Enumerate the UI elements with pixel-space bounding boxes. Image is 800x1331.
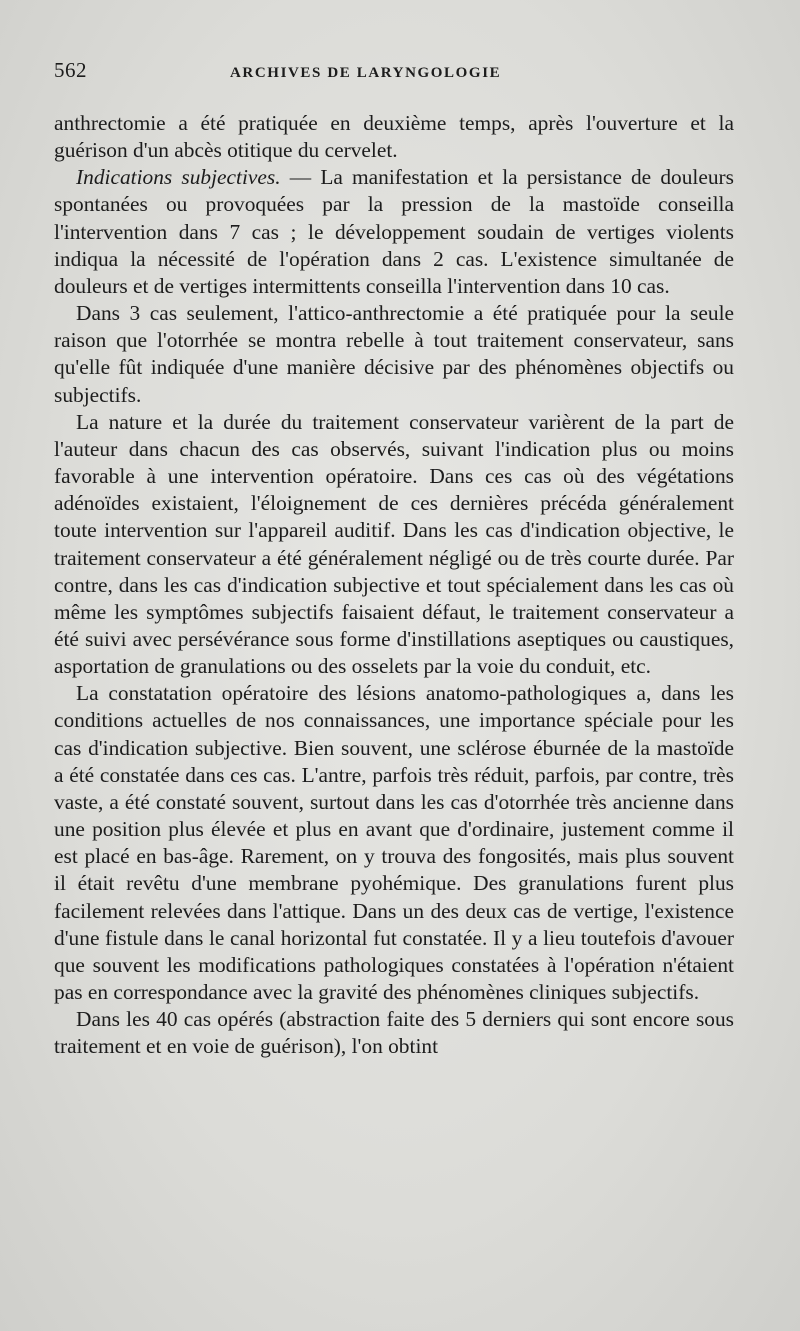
- running-title: ARCHIVES DE LARYNGOLOGIE: [230, 65, 502, 81]
- paragraph-subjective-indications: [54, 164, 734, 300]
- paragraph-results: [54, 1006, 734, 1060]
- paragraph-three-cases: [54, 300, 734, 409]
- paragraph-text: Dans les 40 cas opérés (abstraction faite des 5 derniers qui sont encore sous traitement et en voie de guérison), l'on obtint: [54, 1007, 734, 1059]
- running-head: [54, 58, 734, 92]
- page-number: 562: [54, 58, 87, 82]
- body-text: [54, 110, 734, 1060]
- paragraph-text: Dans 3 cas seulement, l'attico-anthrectomie a été pratiquée pour la seule raison que l'otorrhée se montra rebelle à tout traitement conservateur, sans qu'elle fût indiquée d'une manière décisive par des phénomènes objectifs ou subjectifs.: [54, 301, 734, 407]
- paragraph-text: anthrectomie a été pratiquée en deuxième temps, après l'ouverture et la guérison d'un abcès otitique du cervelet.: [54, 111, 734, 163]
- section-lead: Indications subjectives.: [76, 165, 281, 190]
- paragraph-text: — La manifestation et la persistance de douleurs spontanées ou provoquées par la pression de la mastoïde conseilla l'intervention dans 7 cas ; le développement soudain de vertiges violents indiqua la nécessité de l'opération dans 2 cas. L'existence simultanée de douleurs et de vertiges intermittents conseilla l'intervention dans 10 cas.: [54, 165, 734, 298]
- paragraph-text: La constatation opératoire des lésions anatomo-pathologiques a, dans les conditions actuelles de nos connaissances, une importance spéciale pour les cas d'indication subjective. Bien souvent, une sclérose éburnée de la mastoïde a été constatée dans ces cas. L'antre, parfois très réduit, parfois, par contre, très vaste, a été constaté souvent, surtout dans les cas d'otorrhée très ancienne dans une position plus élevée et plus en avant que d'ordinaire, justement comme il est placé en bas-âge. Rarement, on y trouva des fongosités, mais plus souvent il était revêtu d'une membrane pyohémique. Des granulations furent plus facilement relevées dans l'attique. Dans un des deux cas de vertige, l'existence d'une fistule dans le canal horizontal fut constatée. Il y a lieu toutefois d'avouer que souvent les modifications pathologiques constatées à l'opération n'étaient pas en correspondance avec la gravité des phénomènes cliniques subjectifs.: [54, 681, 734, 1004]
- paragraph-operative-findings: [54, 680, 734, 1006]
- paragraph-continuation: [54, 110, 734, 164]
- paragraph-text: La nature et la durée du traitement conservateur varièrent de la part de l'auteur dans chacun des cas observés, suivant l'indication plus ou moins favorable à une intervention opératoire. Dans ces cas où des végétations adénoïdes existaient, l'éloignement de ces dernières précéda généralement toute intervention sur l'appareil auditif. Dans les cas d'indication objective, le traitement conservateur a été généralement négligé ou de très courte durée. Par contre, dans les cas d'indication subjective et tout spécialement dans les cas où même les symptômes subjectifs faisaient défaut, le traitement conservateur a été suivi avec persévérance sous forme d'instillations aseptiques ou caustiques, asportation de granulations ou des osselets par la voie du conduit, etc.: [54, 409, 734, 679]
- paragraph-conservative-treatment: [54, 409, 734, 681]
